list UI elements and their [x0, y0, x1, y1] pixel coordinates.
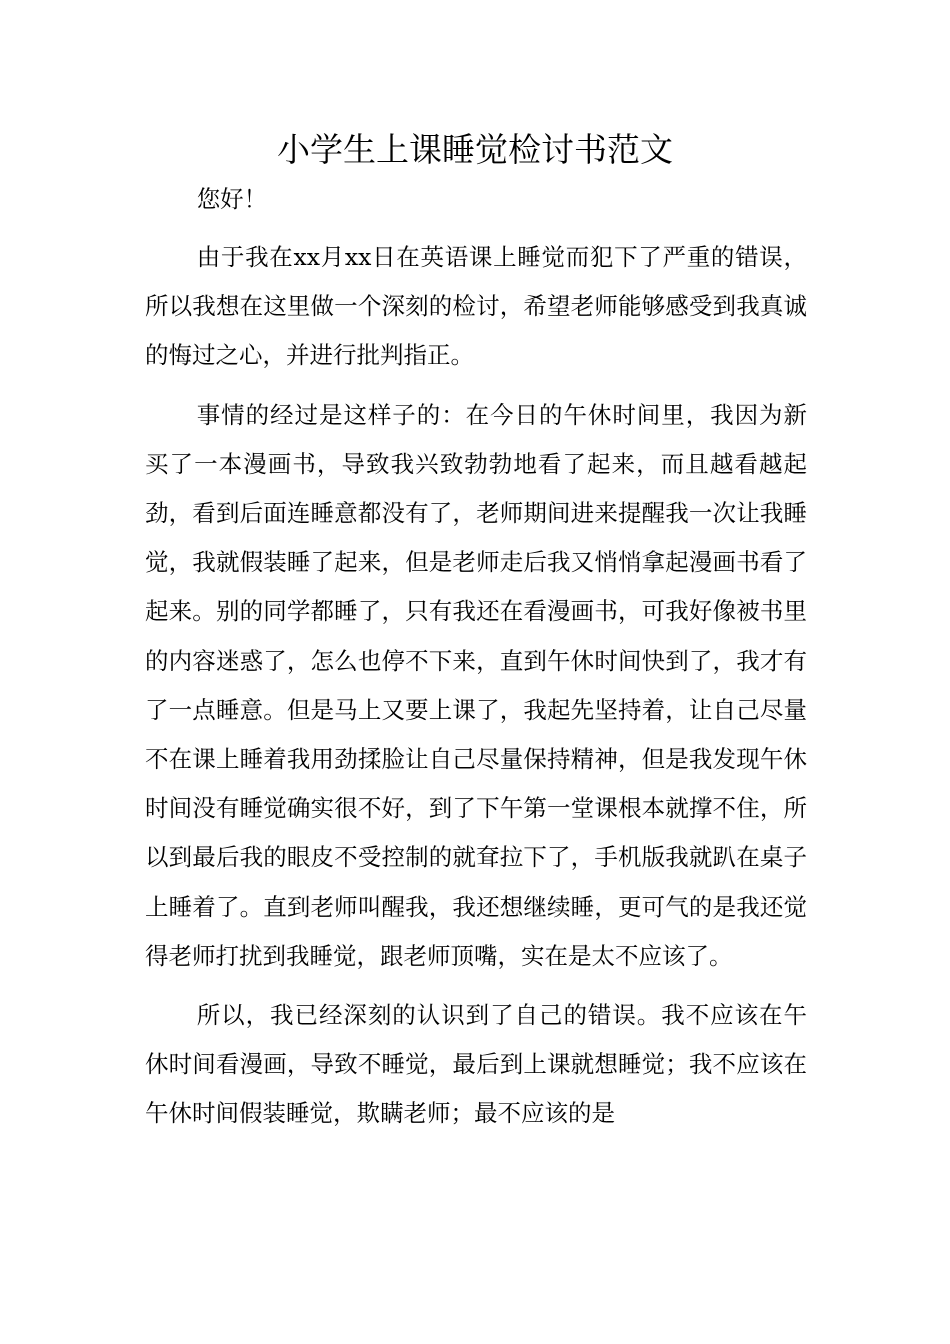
document-title: 小学生上课睡觉检讨书范文 [277, 130, 673, 169]
paragraph-3: 所以，我已经深刻的认识到了自己的错误。我不应该在午休时间看漫画，导致不睡觉，最后到上课就想睡觉；我不应该在午休时间假装睡觉，欺瞒老师；最不应该的是 [145, 1001, 807, 1128]
document-body [145, 175, 807, 1139]
paragraph-1: 由于我在xx月xx日在英语课上睡觉而犯下了严重的错误，所以我想在这里做一个深刻的检讨，希望老师能够感受到我真诚的悔过之心，并进行批判指正。 [145, 243, 807, 370]
greeting: 您好！ [196, 185, 268, 213]
paragraph-2: 事情的经过是这样子的：在今日的午休时间里，我因为新买了一本漫画书，导致我兴致勃勃地看了起来，而且越看越起劲，看到后面连睡意都没有了，老师期间进来提醒我一次让我睡觉，我就假装睡了起来，但是老师走后我又悄悄拿起漫画书看了起来。别的同学都睡了，只有我还在看漫画书，可我好像被书里的内容迷惑了，怎么也停不下来，直到午休时间快到了，我才有了一点睡意。但是马上又要上课了，我起先坚持着，让自己尽量不在课上睡着我用劲揉脸让自己尽量保持精神，但是我发现午休时间没有睡觉确实很不好，到了下午第一堂课根本就撑不住，所以到最后我的眼皮不受控制的就耷拉下了，手机版我就趴在桌子上睡着了。直到老师叫醒我，我还想继续睡，更可气的是我还觉得老师打扰到我睡觉，跟老师顶嘴，实在是太不应该了。 [145, 400, 807, 970]
